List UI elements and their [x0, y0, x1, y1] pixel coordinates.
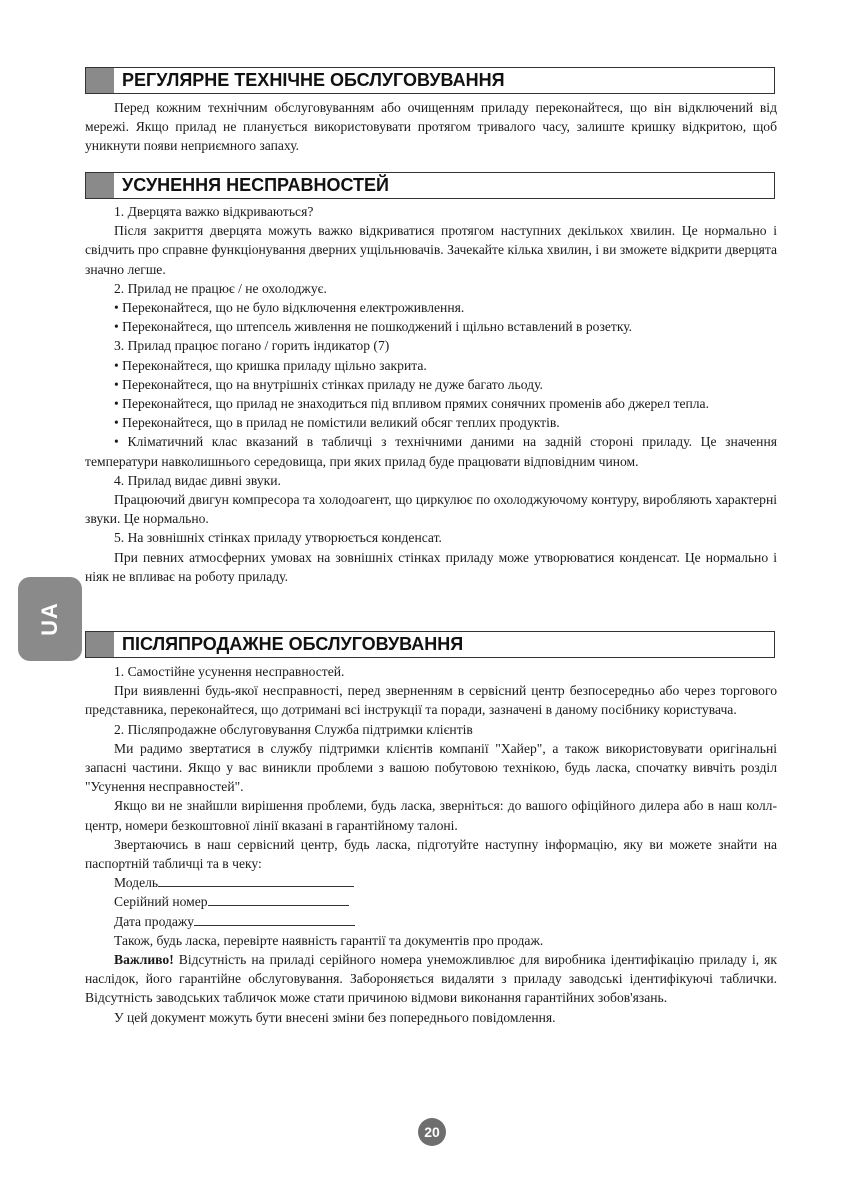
form-field-model: [85, 873, 777, 892]
field-label: Дата продажу: [114, 913, 195, 929]
section-header-after-sales: [85, 631, 775, 658]
important-text: Відсутність на приладі серійного номера унеможливлює для виробника ідентифікацію приладу і, як наслідок, його гарантійне обслуговування. Забороняється видаляти з приладу заводські ідентифікуючі таблички. Відсутність заводських табличок може стати причиною відмови виконання гарантійних зобов'язань.: [85, 952, 777, 1006]
paragraph: 2. Прилад не працює / не охолоджує.: [114, 280, 327, 296]
language-tab-label: UA: [37, 602, 62, 636]
paragraph: Після закриття дверцята можуть важко відкриватися протягом наступних декількох хвилин. Це нормально і свідчить про справне функціонування дверних ущільнювачів. Зачекайте кілька хвилин, і ви зможете відкрити дверцята значно легше.: [85, 223, 777, 277]
paragraph: 3. Прилад працює погано / горить індикатор (7): [114, 338, 390, 354]
page-number-badge: [418, 1118, 446, 1146]
paragraph: • Переконайтеся, що не було відключення електроживлення.: [114, 300, 465, 316]
paragraph: Працюючий двигун компресора та холодоагент, що циркулює по охолоджуючому контуру, виробляють характерні звуки. Це нормально.: [85, 492, 777, 527]
paragraph: Ми радимо звертатися в службу підтримки клієнтів компанії "Хайер", а також використовувати оригінальні запасні частини. Якщо у вас виникли проблеми з вашою побутовою технікою, будь ласка, спочатку вивчіть розділ "Усунення несправностей".: [85, 740, 777, 795]
section-header-troubleshooting: [85, 172, 775, 199]
paragraph: При певних атмосферних умовах на зовнішніх стінках приладу може утворюватися конденсат. Це нормально і ніяк не впливає на роботу приладу.: [85, 549, 777, 584]
language-tab: [18, 577, 82, 661]
section-title: ПІСЛЯПРОДАЖНЕ ОБСЛУГОВУВАННЯ: [122, 634, 464, 654]
paragraph: Звертаючись в наш сервісний центр, будь ласка, підготуйте наступну інформацію, яку ви можете знайти на паспортній табличці та в чеку:: [85, 836, 777, 872]
section-title: УСУНЕННЯ НЕСПРАВНОСТЕЙ: [122, 175, 389, 195]
form-field-serial: [85, 892, 777, 911]
header-bar: [86, 173, 114, 198]
page-number: 20: [424, 1124, 440, 1140]
paragraph: 2. Післяпродажне обслуговування Служба підтримки клієнтів: [114, 721, 473, 737]
fill-in-line: [158, 873, 354, 887]
important-paragraph: [85, 950, 777, 1008]
maintenance-text: [85, 98, 777, 156]
troubleshooting-text: [85, 202, 777, 586]
paragraph: • Переконайтеся, що в прилад не помістили великий обсяг теплих продуктів.: [114, 415, 560, 431]
section-header-maintenance: [85, 67, 775, 94]
form-field-date: [85, 912, 777, 931]
field-label: Модель: [114, 875, 159, 891]
paragraph: • Переконайтеся, що кришка приладу щільно закрита.: [114, 357, 427, 373]
paragraph: 1. Дверцята важко відкриваються?: [114, 204, 314, 219]
fill-in-line: [194, 912, 355, 926]
field-label: Серійний номер: [114, 894, 208, 910]
paragraph: При виявленні будь-якої несправності, перед зверненням в сервісний центр безпосередньо або через торгового представника, переконайтеся, що дотримані всі інструкції та поради, зазначені в даному посібнику користувача.: [85, 683, 777, 718]
paragraph: • Переконайтеся, що на внутрішніх стінках приладу не дуже багато льоду.: [114, 376, 543, 392]
fill-in-line: [208, 892, 349, 906]
paragraph: Якщо ви не знайшли вирішення проблеми, будь ласка, зверніться: до вашого офіційного дилера або в наш колл-центр, номери безкоштовної лінії вказані в гарантійному талоні.: [85, 798, 777, 833]
header-bar: [86, 68, 114, 93]
paragraph: • Переконайтеся, що штепсель живлення не пошкоджений і щільно вставлений в розетку.: [114, 319, 633, 335]
after-sales-text: [85, 662, 777, 1027]
paragraph: 4. Прилад видає дивні звуки.: [114, 472, 281, 488]
paragraph: 5. На зовнішніх стінках приладу утворюється конденсат.: [114, 530, 442, 546]
section-title: РЕГУЛЯРНЕ ТЕХНІЧНЕ ОБСЛУГОВУВАННЯ: [122, 70, 505, 90]
paragraph: • Кліматичний клас вказаний в табличці з технічними даними на задній стороні приладу. Це значення температури навколишнього середовища, при яких прилад буде працювати відповідним чином.: [85, 434, 777, 469]
paragraph: Перед кожним технічним обслуговуванням або очищенням приладу переконайтеся, що він відключений від мережі. Якщо прилад не планується використовувати протягом тривалого часу, залиште кришку відкритою, щоб уникнути появи неприємного запаху.: [85, 100, 777, 154]
paragraph: Також, будь ласка, перевірте наявність гарантії та документів про продаж.: [114, 932, 544, 948]
paragraph: • Переконайтеся, що прилад не знаходиться під впливом прямих сонячних променів або джерел тепла.: [114, 396, 709, 412]
paragraph: 1. Самостійне усунення несправностей.: [114, 664, 345, 679]
important-label: Важливо!: [114, 952, 174, 968]
header-bar: [86, 632, 114, 657]
paragraph: У цей документ можуть бути внесені зміни без попереднього повідомлення.: [114, 1009, 556, 1025]
